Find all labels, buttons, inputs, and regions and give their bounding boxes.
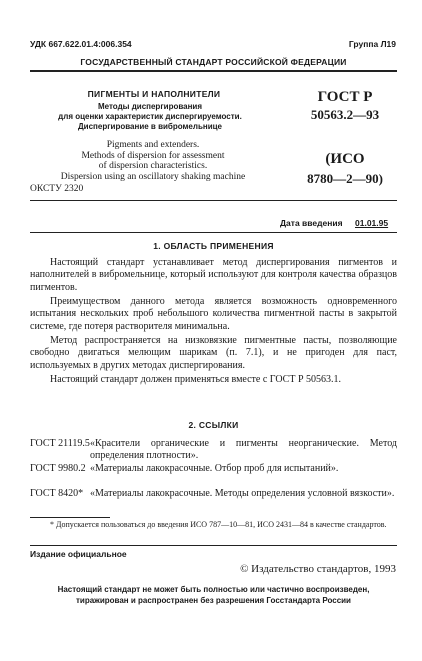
- standard-title-ru: ПИГМЕНТЫ И НАПОЛНИТЕЛИ: [87, 89, 221, 99]
- official-edition-label: Издание официальное: [30, 549, 127, 559]
- iso-number: 8780—2—90): [307, 171, 383, 186]
- section-heading-references: 2. ССЫЛКИ: [188, 420, 239, 430]
- title-divider: [30, 200, 397, 201]
- state-standard-heading: ГОСУДАРСТВЕННЫЙ СТАНДАРТ РОССИЙСКОЙ ФЕДЕРАЦИИ: [80, 57, 347, 67]
- footnote-divider: [30, 545, 397, 546]
- scope-paragraph: Преимуществом данного метода является возможность одновременного испытания нескольких проб небольшого количества пигментной пасты в закрытой системе, где потеря растворителя минимальна.: [30, 296, 397, 332]
- reference-code: ГОСТ 21119.5: [30, 438, 90, 449]
- reference-code: ГОСТ 9980.2: [30, 463, 86, 474]
- okstu-code: ОКСТУ 2320: [30, 184, 84, 194]
- gost-label: ГОСТ Р: [317, 89, 373, 105]
- group-code: Группа Л19: [348, 39, 396, 49]
- reproduction-notice: [24, 584, 403, 606]
- scope-paragraph: Настоящий стандарт должен применяться вместе с ГОСТ Р 50563.1.: [50, 374, 342, 385]
- scope-paragraph: Настоящий стандарт устанавливает метод диспергирования пигментов и наполнителей в вибромельнице, который используют для контроля качества образцов пигментов.: [30, 257, 397, 293]
- footnote: * Допускается пользоваться до введения ИСО 787—10—81, ИСО 2431—84 в качестве стандартов.: [50, 520, 387, 529]
- section-heading-scope: 1. ОБЛАСТЬ ПРИМЕНЕНИЯ: [153, 241, 274, 251]
- standard-title-en: [30, 140, 276, 182]
- title-en-line: Pigments and extenders.: [106, 140, 200, 150]
- footnote-rule: [30, 517, 110, 518]
- intro-date-value: 01.01.95: [355, 218, 389, 228]
- iso-label: (ИСО: [325, 151, 365, 167]
- title-en-line: Dispersion using an oscillatory shaking machine: [60, 171, 246, 182]
- title-en-line: Methods of dispersion for assessment: [81, 150, 225, 161]
- udk-code: УДК 667.622.01.4:006.354: [30, 39, 132, 49]
- subtitle-line: для оценки характеристик диспергируемости.: [58, 112, 242, 121]
- notice-line: Настоящий стандарт не может быть полностью или частично воспроизведен,: [57, 585, 370, 594]
- header-divider: [30, 70, 397, 72]
- reference-description: «Красители органические и пигменты неорганические. Метод определения плотности».: [90, 438, 397, 461]
- reference-description: «Материалы лакокрасочные. Методы определения условной вязкости».: [90, 488, 395, 499]
- reference-description: «Материалы лакокрасочные. Отбор проб для испытаний».: [90, 463, 339, 474]
- intro-date-label: Дата введения: [280, 218, 343, 228]
- title-en-line: of dispersion characteristics.: [98, 161, 208, 171]
- notice-line: тиражирован и распространен без разрешения Госстандарта России: [76, 596, 351, 605]
- subtitle-line: Диспергирование в вибромельнице: [77, 122, 222, 131]
- subtitle-line: Методы диспергирования: [97, 102, 203, 111]
- reference-code: ГОСТ 8420*: [30, 488, 84, 499]
- gost-number: 50563.2—93: [310, 107, 380, 122]
- copyright-notice: © Издательство стандартов, 1993: [240, 563, 396, 575]
- scope-paragraph: Метод распространяется на низковязкие пигментные пасты, позволяющие свободно двигаться мелющим шарикам (п. 7.1), и не пригоден для паст, используемых в других методах диспергирования.: [30, 335, 397, 371]
- standard-subtitle-ru: [30, 102, 270, 132]
- date-divider: [30, 232, 397, 233]
